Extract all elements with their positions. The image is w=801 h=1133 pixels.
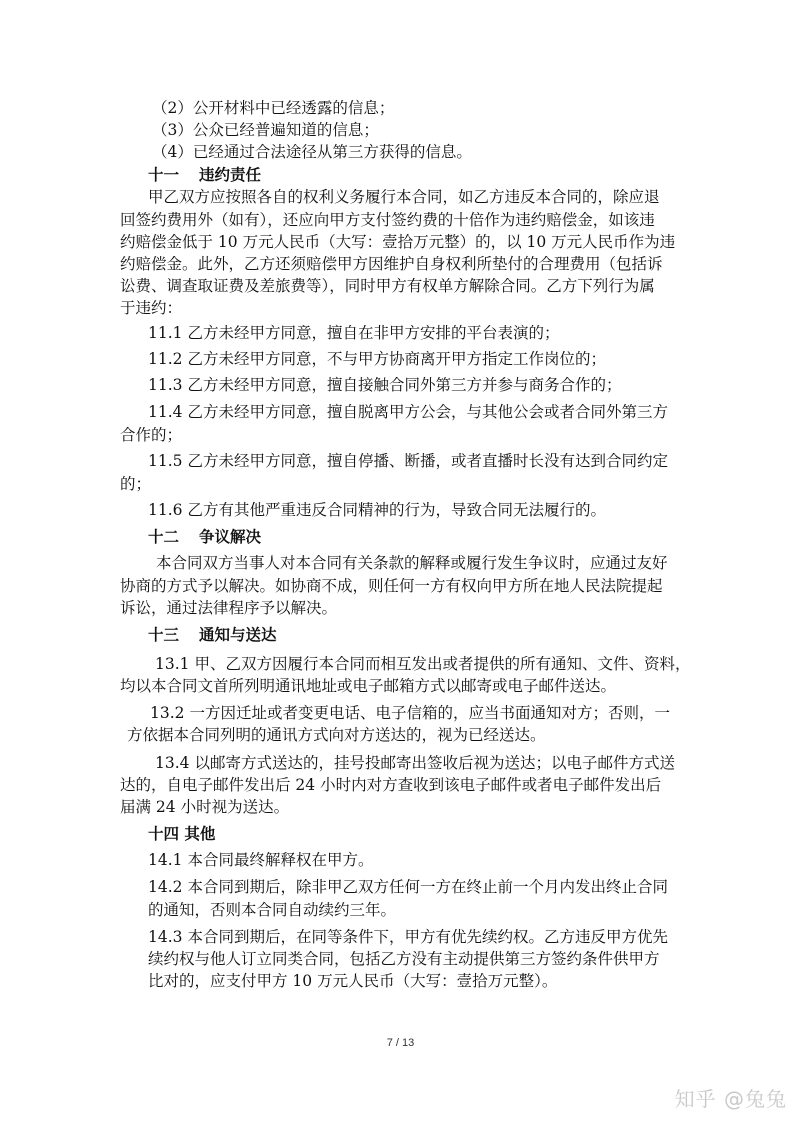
- clause-line: 13.4 以邮寄方式送达的，挂号投邮寄出签收后视为送达；以电子邮件方式送: [155, 754, 675, 772]
- clause-line: 14.3 本合同到期后，在同等条件下，甲方有优先续约权。乙方违反甲方优先: [148, 928, 668, 946]
- watermark: 知乎 @兔兔: [674, 1087, 787, 1111]
- paragraph-line: 本合同双方当事人对本合同有关条款的解释或履行发生争议时，应通过友好: [156, 554, 668, 572]
- paragraph-line: 诉讼，通过法律程序予以解决。: [120, 599, 338, 617]
- clause-line: 达的，自电子邮件发出后 24 小时内对方查收到该电子邮件或者电子邮件发出后: [120, 776, 662, 794]
- paragraph-line: 甲乙双方应按照各自的权利义务履行本合同，如乙方违反本合同的，除应退: [148, 188, 660, 206]
- clause-line: 14.1 本合同最终解释权在甲方。: [148, 851, 374, 869]
- clause-line: 方依据本合同列明的通讯方式向对方送达的，视为已经送达。: [127, 726, 546, 744]
- clause-line: 14.2 本合同到期后，除非甲乙双方任何一方在终止前一个月内发出终止合同: [148, 878, 668, 896]
- clause-line: 的通知，否则本合同自动续约三年。: [148, 901, 397, 919]
- paragraph-line: 于违约：: [120, 299, 183, 317]
- paragraph-line: 讼费、调查取证费及差旅费等），同时甲方有权单方解除合同。乙方下列行为属: [120, 277, 655, 295]
- section-heading-11: [148, 164, 261, 186]
- clause-line: 11.2 乙方未经甲方同意，不与甲方协商离开甲方指定工作岗位的；: [148, 350, 606, 368]
- section-number: 十三: [148, 625, 180, 644]
- list-item: （2）公开材料中已经透露的信息；: [152, 99, 395, 117]
- clause-line: 11.5 乙方未经甲方同意，擅自停播、断播，或者直播时长没有达到合同约定: [148, 452, 668, 470]
- clause-line: 11.4 乙方未经甲方同意，擅自脱离甲方公会，与其他公会或者合同外第三方: [148, 403, 668, 421]
- section-title: 争议解决: [199, 527, 262, 546]
- clause-line: 均以本合同文首所列明通讯地址或电子邮箱方式以邮寄或电子邮件送达。: [120, 677, 617, 695]
- section-heading-13: [148, 624, 277, 646]
- clause-line: 11.1 乙方未经甲方同意，擅自在非甲方安排的平台表演的；: [148, 324, 560, 342]
- paragraph-line: 约赔偿金低于 10 万元人民币（大写：壹拾万元整）的，以 10 万元人民币作为违: [120, 233, 676, 251]
- clause-line: 13.1 甲、乙双方因履行本合同而相互发出或者提供的所有通知、文件、资料，: [155, 655, 691, 673]
- section-heading-12: [148, 526, 261, 548]
- paragraph-line: 协商的方式予以解决。如协商不成，则任何一方有权向甲方所在地人民法院提起: [120, 577, 663, 595]
- paragraph-line: 约赔偿金。此外，乙方还须赔偿甲方因维护自身权利所垫付的合理费用（包括诉: [120, 255, 663, 273]
- clause-line: 续约权与他人订立同类合同，包括乙方没有主动提供第三方签约条件供甲方: [148, 950, 660, 968]
- list-item: （3）公众已经普遍知道的信息；: [152, 121, 379, 139]
- page-number: 7 / 13: [386, 1037, 415, 1049]
- clause-line: 届满 24 小时视为送达。: [120, 798, 290, 816]
- paragraph-line: 回签约费用外（如有），还应向甲方支付签约费的十倍作为违约赔偿金，如该违: [120, 211, 655, 229]
- section-number: 十一: [148, 165, 180, 184]
- clause-line: 13.2 一方因迁址或者变更电话、电子信箱的，应当书面通知对方；否则，一: [150, 704, 670, 722]
- section-title: 违约责任: [199, 165, 262, 184]
- section-number: 十二: [148, 527, 180, 546]
- list-item: （4）已经通过合法途径从第三方获得的信息。: [152, 143, 472, 161]
- clause-line: 11.3 乙方未经甲方同意，擅自接触合同外第三方并参与商务合作的；: [148, 376, 622, 394]
- section-heading-14: 十四 其他: [148, 824, 216, 843]
- clause-line: 的；: [120, 475, 152, 493]
- section-title: 通知与送达: [199, 625, 277, 644]
- clause-line: 合作的；: [120, 426, 183, 444]
- clause-line: 比对的，应支付甲方 10 万元人民币（大写：壹拾万元整）。: [148, 972, 558, 990]
- clause-line: 11.6 乙方有其他严重违反合同精神的行为，导致合同无法履行的。: [148, 501, 606, 519]
